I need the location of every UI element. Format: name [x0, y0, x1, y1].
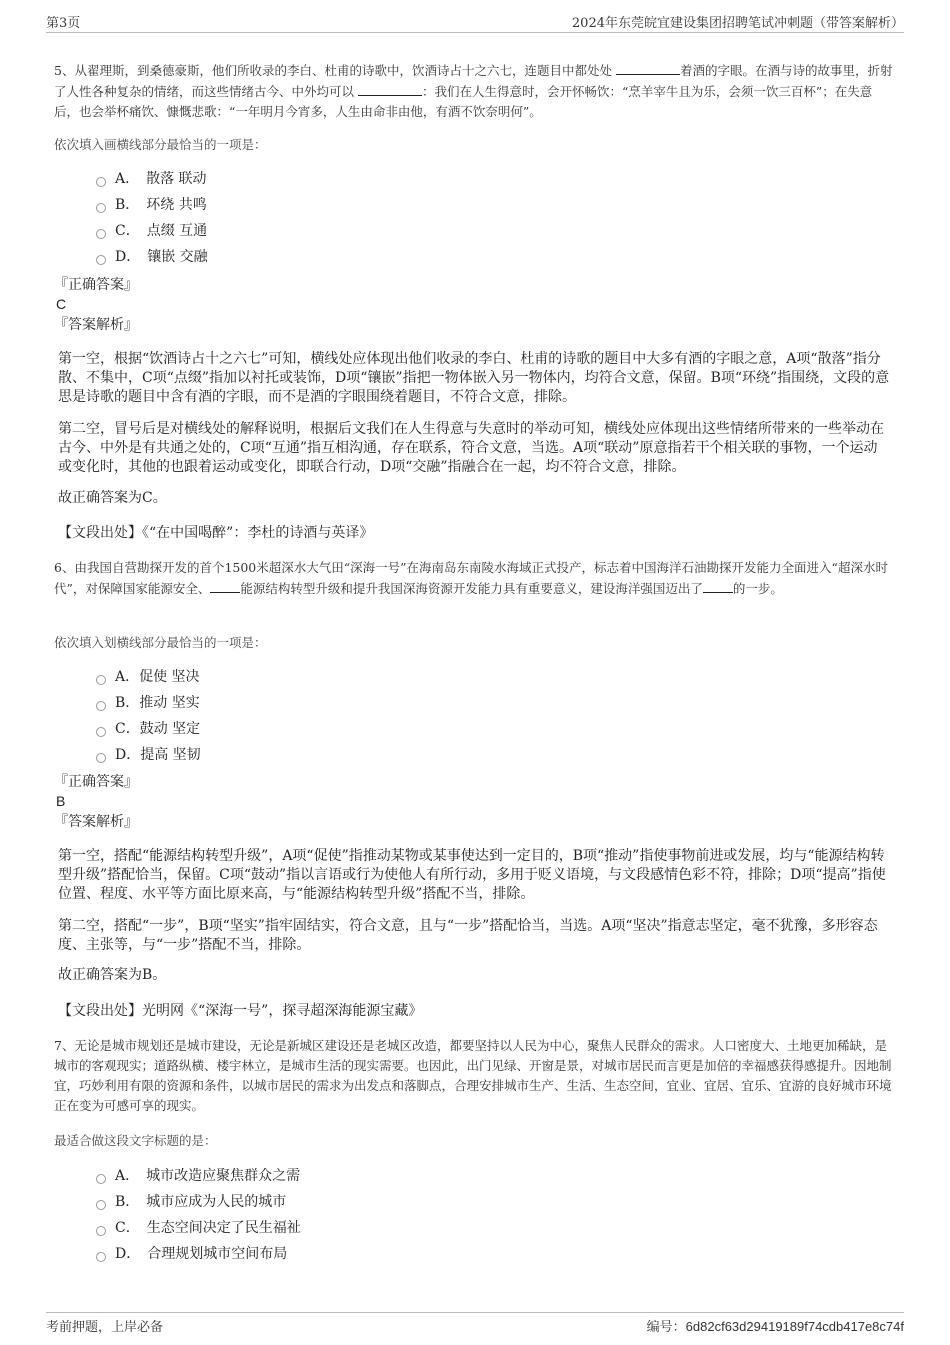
footer-slogan: 考前押题，上岸必备 [46, 1320, 164, 1335]
radio-icon[interactable] [96, 1200, 106, 1210]
radio-icon[interactable] [96, 1252, 106, 1262]
document-code: 编号：6d82cf63d29419189f74cdb417e8c74f [646, 1319, 904, 1334]
option-d[interactable]: D．提高 坚韧 [96, 742, 201, 768]
option-a[interactable]: A．促使 坚决 [96, 664, 201, 690]
radio-icon[interactable] [96, 701, 106, 711]
option-b[interactable]: B．推动 坚实 [96, 690, 201, 716]
answer-value: B [56, 793, 66, 809]
analysis-paragraph: 第一空，搭配“能源结构转型升级”，A项“促使”指推动某物或某事使达到一定目的，B项“推动”指使事物前进或发展，均与“能源结构转型升级”搭配恰当，保留。C项“鼓动”指以言语或行为使他人有所行动，多用于贬义语境，与文段感情色彩不符，排除；D项“提高”指使位置、程度、水平等方面比原来高，与“能源结构转型升级”搭配不当，排除。 [58, 848, 886, 902]
question-6-text: 6、由我国自营勘探开发的首个1500米超深水大气田“深海一号”在海南岛东南陵水海域正式投产，标志着中国海洋石油勘探开发能力全面进入“超深水时代”，对保障国家能源安全、 能源结构转型升级和提升我国深海资源开发能力具有重要意义，建设海洋强国迈出了 的一步。 [54, 560, 888, 596]
option-b[interactable]: B． 城市应成为人民的城市 [96, 1189, 301, 1215]
radio-icon[interactable] [96, 727, 106, 737]
radio-icon[interactable] [96, 675, 106, 685]
source-citation: 【文段出处】《“在中国喝醉”：李杜的诗酒与英译》 [58, 525, 374, 541]
question-7-prompt: 最适合做这段文字标题的是： [54, 1133, 217, 1148]
page-number: 第3页 [46, 16, 81, 31]
blank-2 [703, 578, 733, 593]
option-a[interactable]: A． 散落 联动 [96, 166, 208, 192]
analysis-paragraph: 第二空，搭配“一步”，B项“坚实”指牢固结实，符合文意，且与“一步”搭配恰当，当选。A项“坚决”指意志坚定，毫不犹豫，多形容态度、主张等，与“一步”搭配不当，排除。 [58, 918, 878, 953]
analysis-conclusion: 故正确答案为C。 [58, 490, 167, 506]
radio-icon[interactable] [96, 1226, 106, 1236]
page-footer [46, 1312, 904, 1337]
question-7-options [96, 1163, 301, 1267]
question-7-text: 7、无论是城市规划还是城市建设，无论是新城区建设还是老城区改造，都要坚持以人民为中心，聚焦人民群众的需求。人口密度大、土地更加稀缺，是城市的客观现实；道路纵横、楼宇林立，是城市生活的现实需要。也因此，出门见绿、开窗是景，对城市居民而言更是加倍的幸福感获得感提升。因地制宜，巧妙利用有限的资源和条件，以城市居民的需求为出发点和落脚点，合理安排城市生产、生活、生态空间，宜业、宜居、宜乐、宜游的良好城市环境正在变为可感可享的现实。 [54, 1038, 892, 1113]
answer-label: 『正确答案』 [54, 277, 138, 293]
option-c[interactable]: C． 生态空间决定了民生福祉 [96, 1215, 301, 1241]
answer-value: C [56, 296, 67, 312]
option-c[interactable]: C．鼓动 坚定 [96, 716, 201, 742]
blank-1 [616, 60, 680, 75]
radio-icon[interactable] [96, 177, 106, 187]
page-header [46, 12, 904, 33]
answer-label: 『正确答案』 [54, 774, 138, 790]
question-6-prompt: 依次填入划横线部分最恰当的一项是： [54, 635, 267, 650]
question-6-options [96, 664, 201, 768]
option-a[interactable]: A． 城市改造应聚焦群众之需 [96, 1163, 301, 1189]
analysis-label: 『答案解析』 [54, 317, 138, 333]
blank-1 [210, 578, 240, 593]
analysis-label: 『答案解析』 [54, 814, 138, 830]
analysis-paragraph: 第二空，冒号后是对横线处的解释说明，根据后文我们在人生得意与失意时的举动可知，横线处应体现出这些情绪所带来的一些举动在古今、中外是有共通之处的，C项“互通”指互相沟通，存在联系，符合文意，当选。A项“联动”原意指若干个相关联的事物，一个运动或变化时，其他的也跟着运动或变化，即联合行动，D项“交融”指融合在一起，均不符合文意，排除。 [58, 421, 884, 475]
question-5-text: 5、从翟理斯，到桑德豪斯，他们所收录的李白、杜甫的诗歌中，饮酒诗占十之六七，连题目中都处处 着酒的字眼。在酒与诗的故事里，折射了人性各种复杂的情绪，而这些情绪古今、中外均可以 ：我们在人生得意时，会开怀畅饮：“烹羊宰牛且为乐，会须一饮三百杯”；在失意后，也会举杯痛饮、慷慨悲歌：“一年明月今宵多，人生由命非由他，有酒不饮奈明何”。 [54, 60, 896, 122]
radio-icon[interactable] [96, 203, 106, 213]
analysis-conclusion: 故正确答案为B。 [58, 967, 167, 983]
question-5-options [96, 166, 208, 270]
blank-2 [358, 81, 422, 96]
analysis-paragraph: 第一空，根据“饮酒诗占十之六七”可知，横线处应体现出他们收录的李白、杜甫的诗歌的题目中大多有酒的字眼之意，A项“散落”指分散、不集中，C项“点缀”指加以衬托或装饰，D项“镶嵌”指把一物体嵌入另一物体内，均符合文意，保留。B项“环绕”指围绕，文段的意思是诗歌的题目中含有酒的字眼，而不是酒的字眼围绕着题目，不符合文意，排除。 [58, 351, 890, 405]
document-title: 2024年东莞皖宜建设集团招聘笔试冲刺题（带答案解析） [571, 16, 904, 31]
option-b[interactable]: B． 环绕 共鸣 [96, 192, 208, 218]
radio-icon[interactable] [96, 1174, 106, 1184]
radio-icon[interactable] [96, 753, 106, 763]
option-d[interactable]: D． 镶嵌 交融 [96, 244, 208, 270]
option-c[interactable]: C． 点缀 互通 [96, 218, 208, 244]
option-d[interactable]: D． 合理规划城市空间布局 [96, 1241, 301, 1267]
question-5-prompt: 依次填入画横线部分最恰当的一项是： [54, 137, 267, 152]
radio-icon[interactable] [96, 229, 106, 239]
source-citation: 【文段出处】光明网《“深海一号”，探寻超深海能源宝藏》 [58, 1003, 423, 1019]
radio-icon[interactable] [96, 255, 106, 265]
